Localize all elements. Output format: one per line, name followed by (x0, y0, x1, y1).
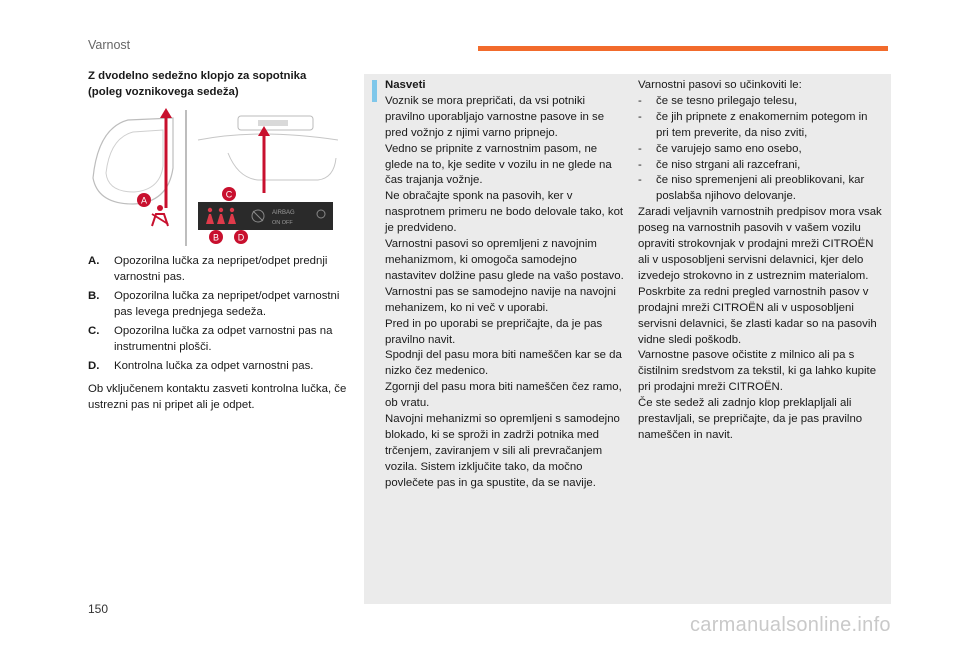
callout-b (209, 230, 223, 244)
legend-item: A. Opozorilna lučka za nepripet/odpet prednji varnostni pas. (88, 255, 328, 283)
advice-paragraph: Ne obračajte sponk na pasovih, ker v nasprotnem primeru ne bodo delovale tako, kot je predvideno. (385, 190, 624, 235)
list-item: - če jih pripnete z enakomernim potegom in pri tem preverite, da niso zviti, (638, 110, 868, 139)
section-heading: Z dvodelno sedežno klopjo za sopotnika (poleg voznikovega sedeža) (88, 70, 307, 98)
svg-text:C: C (225, 189, 233, 200)
indicator-strip (198, 202, 333, 230)
callout-a (137, 193, 151, 207)
airbag-switch-label: ON OFF (272, 220, 293, 226)
callout-d (234, 230, 248, 244)
list-item: - če niso strgani ali razcefrani, (638, 158, 801, 171)
watermark: carmanualsonline.info (690, 614, 891, 636)
advice-list-intro: Varnostni pasovi so učinkoviti le: (638, 79, 802, 91)
page-number: 150 (88, 602, 109, 616)
svg-text:B: B (212, 232, 220, 243)
legend-item: B. Opozorilna lučka za nepripet/odpet varnostni pas levega prednjega sedeža. (88, 290, 340, 318)
advice-paragraph: Če ste sedež ali zadnjo klop preklapljali ali prestavljali, se prepričajte, da je pas pravilno nameščen in navit. (638, 397, 863, 441)
list-item: - če niso spremenjeni ali preoblikovani, kar poslabša njihovo delovanje. (638, 174, 865, 203)
advice-paragraph: Varnostne pasove očistite z milnico ali pa s čistilnim sredstvom za tekstil, ki ga lahko kupite pri prodajni mreži CITROËN. (638, 349, 877, 394)
airbag-label: AIRBAG (272, 210, 295, 216)
section-title: Varnost (88, 38, 131, 52)
advice-paragraph: Vedno se pripnite z varnostnim pasom, ne glede na to, kje sedite v vozilu in ne glede na čas trajanja vožnje. (385, 142, 612, 187)
seatbelt-warning-illustration (88, 108, 338, 248)
advice-paragraph: Voznik se mora prepričati, da vsi potniki pravilno uporabljajo varnostne pasove in se pred vožnjo z njimi varno pripnejo. (385, 94, 605, 139)
warning-note: Ob vključenem kontaktu zasveti kontrolna lučka, če ustrezni pas ni pripet ali je odpet. (88, 383, 347, 411)
legend-list (88, 253, 350, 377)
callout-c (222, 187, 236, 201)
legend-item: D. Kontrolna lučka za odpet varnostni pas. (88, 360, 314, 372)
header-rule (478, 46, 888, 51)
advice-column-right (638, 78, 883, 444)
advice-column-left (385, 78, 628, 492)
seatbelt-icon (152, 205, 168, 226)
advice-paragraph: Poskrbite za redni pregled varnostnih pasov v prodajni mreži CITROËN ali v usposobljeni servisni delavnici, še zlasti kadar so na pasovih vidne sledi poškodb. (638, 285, 877, 346)
advice-paragraph: Spodnji del pasu mora biti nameščen kar se da nizko čez medenico. (385, 349, 622, 378)
list-item: - če se tesno prilegajo telesu, (638, 94, 798, 107)
advice-paragraph: Varnostni pasovi so opremljeni z navojnim mehanizmom, ki omogoča samodejno nastavitev dolžine pasu glede na vašo postavo. Varnostni pas se samodejno navije na navojni mehanizem, ko ni več v uporabi. (385, 238, 624, 314)
advice-paragraph: Pred in po uporabi se prepričajte, da je pas pravilno navit. (385, 317, 603, 346)
tip-marker (372, 80, 377, 102)
instrument-cluster-outline (93, 118, 173, 204)
svg-text:A: A (140, 195, 148, 206)
legend-item: C. Opozorilna lučka za odpet varnostni pas na instrumentni plošči. (88, 325, 333, 353)
advice-paragraph: Zgornji del pasu mora biti nameščen čez ramo, ob vratu. (385, 381, 622, 410)
list-item: - če varujejo samo eno osebo, (638, 142, 802, 155)
svg-text:D: D (237, 232, 245, 243)
advice-title: Nasveti (385, 79, 426, 91)
advice-paragraph: Navojni mehanizmi so opremljeni s samodejno blokado, ki se sproži in zadrži potnika med trčenjem, zaviranjem v sili ali prevračanjem vozila. Sistem izključite tako, da močno povlečete pas in ga spustite, da se navije. (385, 413, 620, 489)
advice-paragraph: Zaradi veljavnih varnostnih predpisov mora vsak poseg na varnostnih pasovih v vašem vozilu opraviti strokovnjak v prodajni mreži CITROËN ali v usposobljeni servisni delavnici, kjer delo izvedejo strokovno in z ustreznim materialom. (638, 206, 882, 282)
